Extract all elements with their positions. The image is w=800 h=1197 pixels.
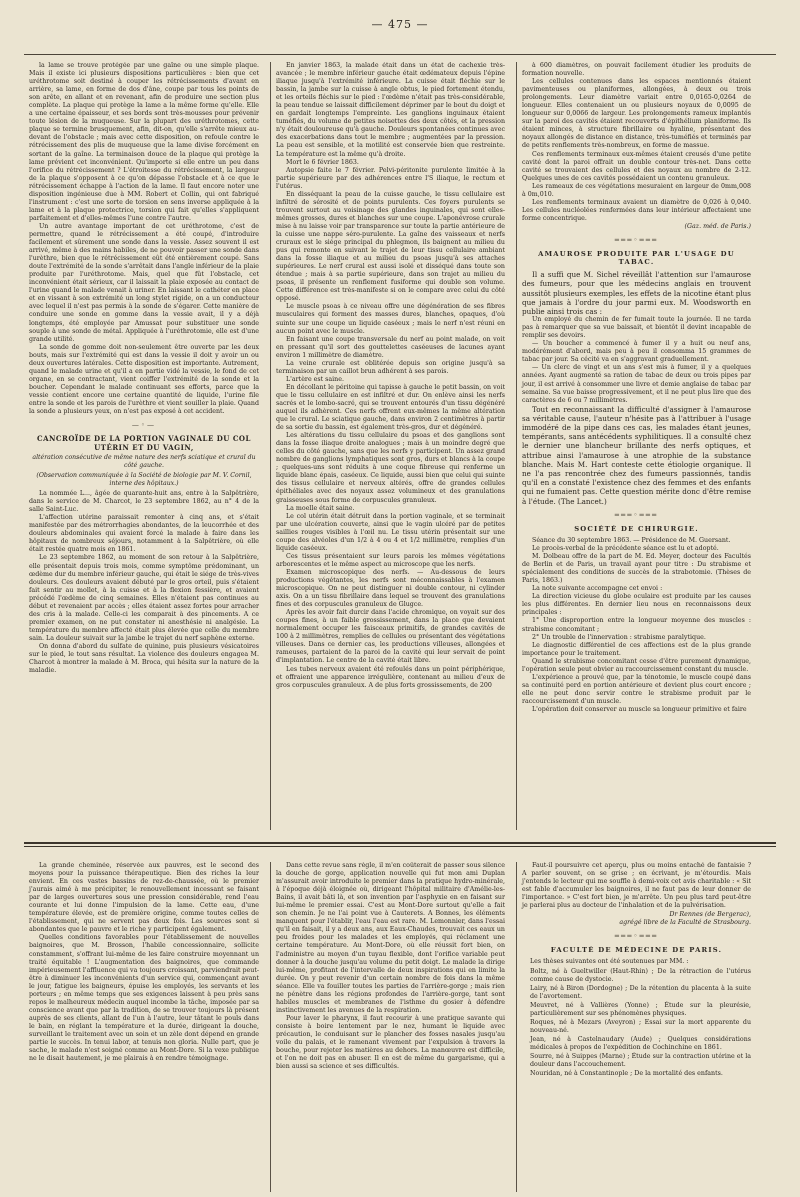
- paragraph: La note suivante accompagne cet envoi :: [532, 585, 663, 593]
- paragraph: En décollant le péritoine qui tapisse à gauche le petit bassin, on voit que le tissu cellulaire en est infiltré et dur. On enlève ainsi les nerfs sacrés et le lombo-sacré, qui se trouvent entourés d'un tissu dégénéré auquel ils adhèrent. Ces nerfs offrent eux-mêmes la même altération que le crural. Le sciatique gauche, dans environ 2 centimètres à partir de sa sortie du bassin, est également très-gros, dur et dégénéré.: [276, 383, 505, 432]
- paragraph: Le diagnostic différentiel de ces affections est de la plus grande importance pour le traitement.: [522, 641, 751, 657]
- bottom-columns: [24, 862, 776, 1192]
- separator-ornament: ═══◦═══: [614, 235, 659, 244]
- thesis-entry: Sourre, né à Suippes (Marne) ; Étude sur la contraction utérine et la douleur dans l'accouchement.: [530, 1052, 751, 1069]
- column-6: [516, 862, 756, 1192]
- separator-ornament: ═══◦═══: [614, 932, 659, 941]
- thesis-entry: Meuvret, né à Vallières (Yonne) ; Étude sur la pleurésie, particulièrement sur ses phénomènes physiques.: [530, 1001, 751, 1017]
- paragraph: Pour laver le pharynx, il faut recourir à une pratique savante qui consiste à boire lentement par le nez, humant le liquide avec précaution, le conduisant sur le plancher des fosses nasales jusqu'au voile du palais, et le ramenant vivement par l'expulsion à travers la bouche, pour rejeter les matières au dehors. La manœuvre est difficile, et l'on ne doit pas en abuser. Il en est de même du gargarisme, qui a bien aussi sa science et ses difficultés.: [276, 1014, 505, 1071]
- paragraph: Les renflements terminaux avaient un diamètre de 0,026 à 0,040. Les cellules nucléolées renfermées dans leur intérieur affectaient une forme concentrique.: [522, 198, 751, 222]
- column-5: [270, 862, 510, 1192]
- paragraph: La nommée L..., âgée de quarante-huit ans, entre à la Salpêtrière, dans le service de M. Charcot, le 23 septembre 1862, au n° 4 de la salle Saint-Luc.: [29, 490, 259, 514]
- article-subtitle: altération consécutive de même nature des nerfs sciatique et crural du côté gauche.: [32, 454, 256, 470]
- paragraph: 2° Un trouble de l'innervation : strabisme paralytique.: [532, 633, 706, 641]
- paragraph: — Un boucher a commencé à fumer il y a huit ou neuf ans, modérément d'abord, mais peu à peu il consomma 15 grammes de tabac par jour. Sa cécité va en s'aggravant graduellement.: [522, 340, 751, 364]
- paragraph: On donna d'abord du sulfate de quinine, puis plusieurs vésicatoires sur le pied, le tout sans résultat. La violence des douleurs engagea M. Charcot à montrer la malade à M. Broca, qui hésita sur la nature de la maladie.: [29, 643, 259, 675]
- paragraph: Séance du 30 septembre 1863. — Présidence de M. Guersant.: [532, 536, 731, 544]
- paragraph: Le procès-verbal de la précédente séance est lu et adopté.: [532, 545, 719, 553]
- paragraph: La sonde de gomme doit non-seulement être ouverte par les deux bouts, mais sur l'extrémité qui est dans la vessie il doit y avoir un ou deux ouvertures latérales. Cette disposition est importante. Autrement, quand le malade urine et qu'il a en partie vidé la vessie, le fond de cet organe, en se contractant, vient coiffer l'extrémité de la sonde et la boucher. Cependant le malade continuant ses efforts, parce que la vessie contient encore une certaine quantité de liquide, l'urine file entre la sonde et les parois de l'urèthre et vient souiller la plaie. Quand la sonde a plusieurs yeux, on n'est pas exposé à cet accident.: [29, 343, 259, 416]
- paragraph: Les tubes nerveux avaient été refoulés dans un point périphérique, et offraient une apparence irrégulière, contenant au milieu d'eux de gros corpuscules granuleux. A de plus forts grossissements, de 200: [276, 665, 505, 689]
- paragraph: Le col utérin était détruit dans la portion vaginale, et se terminait par une ulcération couverte, ainsi que le vagin ulcéré par de petites saillies rouges visibles à l'œil nu. Le tissu utérin présentait sur une coupe des alvéoles d'un 1/2 à 4 ou 4 et 1/2 millimètre, remplies d'un liquide caséeux.: [276, 512, 505, 552]
- author-signature: Dr Rennes (de Bergerac),: [669, 911, 751, 919]
- paragraph: La moelle était saine.: [286, 504, 355, 512]
- paragraph: La grande cheminée, réservée aux pauvres, est le second des moyens pour la puissance thérapeutique. Bien des riches la leur envient. En ces vastes bassins de rez-de-chaussée, où le premier j'aurais aimé à me précipiter, le renouvellement incessant se faisant par de larges ouvertures sous une pression considérable, rend l'eau courante et lui donne l'impulsion de la lame. Cette eau, d'une température élevée, est de première origine, comme toutes celles de l'établissement, qui ne servent pas deux fois. Les sources sont si abondantes que le pauvre et le riche y participent également.: [29, 862, 259, 934]
- paragraph: L'expérience a prouvé que, par la ténotomie, le muscle coupé dans sa continuité perd en portion antérieure et devient plus court encore ; elle ne peut donc servir contre le strabisme produit par le raccourcissement d'un muscle.: [522, 673, 751, 705]
- thesis-entry: Lairy, né à Biron (Dordogne) ; De la rétention du placenta à la suite de l'avortement.: [530, 984, 751, 1000]
- paragraph: L'affection utérine paraissait remonter à cinq ans, et s'était manifestée par des métrorrhagies abondantes, de la leucorrhée et des douleurs abdominales qui avaient forcé la malade à faire dans les hôpitaux de nombreux séjours, notamment à la Salpêtrière, où elle était restée quatre mois en 1861.: [29, 514, 259, 554]
- paragraph: Les rameaux de ces végétations mesuraient en largeur de 0mm,008 à 0m,010.: [522, 182, 751, 198]
- paragraph: Le 23 septembre 1862, au moment de son retour à la Salpêtrière, elle présentait depuis trois mois, comme symptôme prédominant, un œdème dur du membre inférieur gauche, qui était le siége de très-vives douleurs. Ces douleurs avaient débuté par le gros orteil, puis s'étaient fait sentir au mollet, à la cuisse et à la flexion fessière, et avaient précédé l'œdème de cinq semaines. Elles n'étaient pas continues au début et revenaient par accès ; elles étaient assez fortes pour arracher des cris à la malade. Celle-ci les comparait à des pincements. A ce premier examen, on ne put constater ni anesthésie ni analgésie. La température du membre affecté était plus élevée que celle du membre sain. La douleur suivait sur la jambe le trajet du nerf saphène externe.: [29, 554, 260, 642]
- paragraph: L'artère est saine.: [286, 375, 344, 383]
- paragraph: L'opération doit conserver au muscle sa longueur primitive et faire: [532, 705, 747, 713]
- paragraph: Mort le 6 février 1863.: [286, 158, 359, 166]
- separator-ornament: —◦—: [131, 421, 157, 430]
- top-rule: [24, 54, 776, 55]
- paragraph: Dans cette revue sans règle, il m'en coûterait de passer sous silence la douche de gorge, application nouvelle qui fut mon ami Duplan m'assurait avoir introduite le premier dans la pratique hydro-minérale, à l'époque déjà éloignée où, dirigeant l'hôpital militaire d'Amélie-les-Bains, il avait bâti là, et son invention par l'asphyxie en en faisant sur lui-même le premier essai. C'est au Mont-Dore surtout qu'elle a fait son chemin. Je ne l'ai point vue à Cauterets. A Bonnes, les éléments manquent pour l'établir, l'eau l'eau est rare. M. Lemonnier, dans l'essai qu'il en faisait, il y a deux ans, aux Eaux-Chaudes, trouvait ces eaux un peu froides pour les malades et les employés, qui réclament une certaine température. Au Mont-Dore, où elle réussit fort bien, on l'administre au moyen d'un tuyau flexible, dont l'orifice variable peut donner à la douche jusqu'au volume du petit doigt. Le malade la dirige lui-même, profitant de l'intervalle de deux inspirations qui en limite la durée. On y peut revenir d'un certain nombre de fois dans la même séance. Elle va fouiller toutes les parties de l'arrière-gorge ; mais rien ne pénètre dans les régions profondes de l'arrière-gorge, tant sont habiles muscles et membranes de l'isthme du gosier à défendre instinctivement les avenues de la respiration.: [276, 862, 505, 1014]
- page-number: — 475 —: [371, 18, 429, 31]
- paragraph: Un employé du chemin de fer fumait toute la journée. Il ne tarda pas à remarquer que sa vue baissait, et bientôt il devint incapable de remplir ses devoirs.: [522, 316, 751, 340]
- section-title-societe-chirurgie: SOCIÉTÉ DE CHIRURGIE.: [574, 524, 699, 533]
- feuilleton-rule: [24, 842, 776, 844]
- paragraph: En faisant une coupe transversale du nerf au point malade, on voit en pressant qu'il sort des gouttelettes caséeuses de lacunes ayant environ 1 millimètre de diamètre.: [276, 335, 505, 359]
- feuilleton-rule-thin: [24, 846, 776, 847]
- separator-ornament: ═══◦═══: [614, 510, 659, 519]
- paragraph: Il a suffi que M. Sichel réveillât l'attention sur l'amaurose des fumeurs, pour que les médecins anglais en trouvent aussitôt plusieurs exemples, les effets de la nicotine étant plus que jamais à l'ordre du jour parmi eux. M. Woodsworth en publie ainsi trois cas :: [522, 270, 751, 316]
- thesis-entry: Jean, né à Castelnaudary (Aude) ; Quelques considérations médicales à propos de l'expédition de Cochinchine en 1861.: [530, 1035, 751, 1051]
- paragraph: Ces tissus présentaient sur leurs parois les mêmes végétations arborescentes et le même aspect au microscope que les nerfs.: [276, 552, 505, 568]
- column-2: [270, 62, 510, 830]
- paragraph: Autopsie faite le 7 février. Pelvi-péritonite purulente limitée à la partie supérieure par des adhérences entre l'S iliaque, le rectum et l'utérus.: [276, 166, 505, 190]
- paragraph: Examen microscopique des nerfs. — Au-dessous de leurs productions végétantes, les nerfs sont méconnaissables à l'examen microscopique. On ne peut distinguer ni double contour, ni cylinder axis. On a un tissu fibrillaire dans lequel se trouvent des granulations fines et des corpuscules granuleux de Glugce.: [276, 568, 505, 609]
- source-citation: (Gaz. méd. de Paris.): [684, 222, 751, 230]
- paragraph: La veine crurale est oblitérée depuis son origine jusqu'à sa terminaison par un caillot brun adhérent à ses parois.: [276, 359, 505, 375]
- paragraph: Un autre avantage important de cet uréthrotome, c'est de permettre, quand le rétrécissement a été coupé, d'introduire facilement et sûrement une sonde dans la vessie. Assez souvent il est arrivé, même à des mains habiles, de ne pouvoir passer une sonde dans l'urèthre, bien que le rétrécissement eût été entièrement coupé. Sans doute l'extrémité de la sonde s'arrêtait dans l'angle inférieur de la plaie produite par l'uréthrotome. Mais, quel que fût l'obstacle, cet inconvénient était sérieux, car il laissait la plaie exposée au contact de l'urine quand le malade venait à uriner. En laissant le cathéter en place et en vissant à son extrémité un long stylet rigide, on a un conducteur avec lequel il n'est pas permis à la sonde de s'égarer. Cette manière de conduire une sonde en gomme dans la vessie avait, il y a déjà longtemps, été employée par Amussat pour substituer une sonde souple à une sonde de métal. Appliquée à l'uréthrotomie, elle est d'une grande utilité.: [29, 222, 259, 343]
- paragraph: Ces renflements terminaux eux-mêmes étaient creusés d'une petite cavité dont la paroi offrait un double contour très-net. Dans cette cavité se trouvaient des cellules et des noyaux au nombre de 2-12. Quelques unes de ces cavités possédaient un contenu granuleux.: [522, 150, 751, 182]
- paragraph: à 600 diamètres, on pouvait facilement étudier les produits de formation nouvelle.: [522, 62, 751, 78]
- paragraph: Tout en reconnaissant la difficulté d'assigner à l'amaurose sa véritable cause, l'auteur n'hésite pas à l'attribuer à l'usage immodéré de la pipe dans ces cas, les malades étant jeunes, tempérants, sans antécédents syphilitiques. Il a consulté chez le dernier une blancheur brillante des nerfs optiques, et attribue ainsi l'amaurose à une atrophie de la substance blanche. Mais M. Hart conteste cette étiologie organique. Il ne l'a pas rencontrée chez des fumeurs passionnés, tandis qu'il en a constaté l'existence chez des femmes et des enfants qui ne fumaient pas. Cette question mérite donc d'être remise à l'étude. (The Lancet.): [522, 404, 751, 506]
- top-columns: [24, 62, 776, 830]
- article-title-amaurose: AMAUROSE PRODUITE PAR L'USAGE DU TABAC.: [538, 250, 735, 267]
- paragraph: Quand le strabisme concomitant cesse d'être purement dynamique, l'opération seule peut obvier au raccourcissement constant du muscle.: [522, 657, 751, 673]
- paragraph: Les thèses suivantes ont été soutenues par MM. :: [530, 958, 689, 966]
- article-source: (Observation communiquée à la Société de biologie par M. V. Cornil, interne des hôpitaux.): [36, 472, 252, 488]
- paragraph: 1° Une disproportion entre la longueur moyenne des muscles : strabisme concomitant ;: [522, 617, 751, 633]
- paragraph: En disséquant la peau de la cuisse gauche, le tissu cellulaire est infiltré de sérosité et de points purulents. Ces foyers purulents se trouvent surtout au voisinage des glandes inguinales, qui sont elles-mêmes grosses, dures et blanches sur une coupe. L'aponévrose crurale mise à nu laisse voir par transparence sur toute la partie antérieure de la cuisse une nappe séro-purulente. La gaîne des vaisseaux et nerfs cruraux est le siége principal du phlegmon, ils baignent au milieu du pus qui remonte en suivant le trajet de leur tissu cellulaire ambiant dans la fosse iliaque et au milieu du psoas jusqu'à ses attaches supérieures. Le nerf crural est aussi isolé et disséqué dans toute son étendue ; mais à sa partie supérieure, dans son trajet au milieu du psoas, il présente un renflement fusiforme qui double son volume. Cette différence est très-manifeste si on le compare avec celui du côté opposé.: [276, 190, 505, 303]
- paragraph: la lame se trouve protégée par une gaîne ou une simple plaque. Mais il existe ici plusieurs dispositions particulières : bien que cet uréthrotome soit destiné à couper les rétrécissements d'avant en arrière, sa lame, en forme de dos d'âne, coupe par tous les points de son arête, en allant et en revenant, afin de produire une section plus complète. La plaque qui protège la lame a la même forme qu'elle. Elle a une certaine épaisseur, et ses bords sont très-mousses pour prévenir toute lésion de la muqueuse. Sur la plupart des uréthrotomes, cette plaque se termine brusquement, afin, dit-on, qu'elle s'arrête mieux au-devant de l'obstacle ; mais avec cette disposition, on refoule contre le rétrécissement des plis de muqueuse que la lame divise forcément en sortant de la gaîne. La terminaison douce de la plaque qui protège la lame prévient cet inconvénient. Qu'importe si elle entre un peu dans l'orifice du rétrécissement ? L'étroitesse du rétrécissement, la largeur de la plaque s'opposent à ce qu'on dépasse l'obstacle et à ce que le rétrécissement échappe à l'action de la lame. Il faut encore noter une disposition ingénieuse due à MM. Robert et Collin, qui ont fabriqué l'instrument : c'est une sorte de torsion en sens inverse appliquée à la lame et à la plaque protectrice, torsion qui fait qu'elles s'appliquent parfaitement et d'elles-mêmes l'une contre l'autre.: [29, 62, 259, 222]
- paragraph: La direction vicieuse du globe oculaire est produite par les causes les plus différentes. En dernier lieu nous en reconnaissons deux principales :: [522, 593, 751, 617]
- section-title-faculte: FACULTÉ DE MÉDECINE DE PARIS.: [550, 946, 723, 955]
- column-1: [24, 62, 264, 830]
- paragraph: Les cellules contenues dans les espaces mentionnés étaient pavimenteuses ou planiformes, allongées, à deux ou trois prolongements. Leur diamètre variait entre 0,0165-0,0264 de longueur. Elles contenaient un ou plusieurs noyaux de 0,0095 de longueur sur 0,0066 de largeur. Les prolongements rameux implantés sur la paroi des cavités étaient recouverts d'épithélium planiforme. Ils étaient minces, à structure fibrillaire ou hyaline, présentant des noyaux allongés de distance en distance, très-tuméfiés et terminés par de petits renflements très-nombreux, en forme de massue.: [522, 78, 751, 150]
- paragraph: Faut-il poursuivre cet aperçu, plus ou moins entaché de fantaisie ? A parler souvent, on se grise ; en écrivant, je m'étourdis. Mais j'entends le lecteur qui me souffle à demi-voix cet avis charitable : « Sit est fable d'accumuler les baignoires, il ne faut pas de leur donner de l'importance. » C'est fort bien, je m'arrête. Un peu plus tard peut-être je parlerai plus au docteur de l'inhalation et de la pulvérisation.: [522, 862, 751, 910]
- column-3: [516, 62, 756, 830]
- thesis-entry: Boltz, né à Gueltwiller (Haut-Rhin) ; De la rétraction de l'utérus comme cause de dystocie.: [530, 967, 751, 983]
- column-4: [24, 862, 264, 1192]
- paragraph: En janvier 1863, la malade était dans un état de cachexie très-avancée ; le membre inférieur gauche était œdémateux depuis l'épine iliaque jusqu'à l'extrémité inférieure. La cuisse était fléchie sur le bassin, la jambe sur la cuisse à angle obtus, le pied fortement étendu, et les orteils fléchis sur le pied : l'œdème n'était pas très-considérable, la peau tendue se laissait difficilement déprimer par le bout du doigt et en gardait longtemps l'empreinte. Les ganglions inguinaux étaient tuméfiés, du volume de petites noisettes des deux côtés, et la pression n'y était douloureuse qu'à gauche. Douleurs spontanées continues avec des exacerbations dans tout le membre ; augmentées par la pression. La peau est sensible, et la motilité est conservée bien que restreinte. La température est la même qu'à droite.: [276, 62, 505, 158]
- author-affiliation: agrégé libre de la Faculté de Strasbourg.: [619, 919, 751, 927]
- article-title-cancroide: CANCROÏDE DE LA PORTION VAGINALE DU COL UTÉRIN ET DU VAGIN,: [37, 434, 251, 453]
- thesis-entry: Nouridan, né à Constantinople ; De la mortalité des enfants.: [530, 1070, 723, 1078]
- paragraph: M. Dolbeau offre de la part de M. Ed. Meyer, docteur des Facultés de Berlin et de Paris, un travail ayant pour titre : Du strabisme et spécialement des conditions de succès de la strabotomie. (Thèses de Paris, 1863.): [522, 553, 751, 585]
- paragraph: Quelles conditions favorables pour l'établissement de nouvelles baignoires, que M. Brosson, l'habile concessionnaire, sollicite constamment, s'offrant lui-même de les faire construire moyennant un traité équitable ! L'augmentation des baignoires, que commande impérieusement l'affluence qui va toujours croissant, parviendrait peut-être à diminuer les inconvénients d'un service qui, commençant avant le jour, fatigue les baigneurs, épuise les employés, les servants et les porteurs ; en même temps que ses exigences laissent à peu près sans repos le malheureux médecin auquel incombe la tâche, imposée par sa conscience avant que par la tradition, de se trouver toujours là présent auprès de ses clients, allant de l'un à l'autre, leur tâtant le pouls dans le bain, en réglant la température et la durée, dirigeant la douche, surveillant le traitement avec un soin et un zèle dont dépend en grande partie le succès. In tenui labor, at tenuis non gloria. Nulle part, que je sache, le malade n'est soigné comme au Mont-Dore. Si la vexe publique ne le disait hautement, je me plairais à en rendre témoignage.: [29, 934, 259, 1063]
- thesis-entry: Roques, né à Mezars (Aveyron) ; Essai sur la mort apparente du nouveau-né.: [530, 1018, 751, 1034]
- paragraph: Après les avoir fait durcir dans l'acide chromique, on voyait sur des coupes fines, à un faible grossissement, dans la place que devaient normalement occuper les faisceaux primitifs, de grandes cavités de 100 à 2 millimètres, remplies de cellules ou présentant des végétations villeuses. Dans ce dernier cas, les productions villeuses, allongées et rameuses, partaient de la paroi de la cavité qui leur servait de point d'implantation. Le centre de la cavité était libre.: [276, 609, 505, 665]
- paragraph: — Un clerc de vingt et un ans s'est mis à fumer, il y a quelques années. Ayant augmenté sa ration de tabac de deux ou trois pipes par jour, il est arrivé à consommer une livre et demie anglaise de tabac par semaine. Sa vue baisse progressivement, et il ne peut plus lire que des caractères de 6 ou 7 millimètres.: [522, 364, 751, 404]
- paragraph: Le muscle psoas à ce niveau offre une dégénération de ses fibres musculaires qui forment des masses dures, blanches, opaques, d'où suinte sur une coupe un liquide caséeux ; mais le nerf n'est réuni en aucun point avec le muscle.: [276, 303, 505, 335]
- paragraph: Les altérations du tissu cellulaire du psoas et des ganglions sont dans la fosse iliaque droite analogues ; mais à un moindre degré que celles du côté gauche, sans que les nerfs y participent. Un assez grand nombre de ganglions lymphatiques sont gros, durs et blancs à la coupe ; quelques-uns sont réduits à une coque fibreuse qui renferme un liquide blanc épais, caséeux. Ce liquide, aussi bien que celui qui suinte des tissus cellulaire et nerveux altérés, offre de grandes cellules épithéliales avec des noyaux assez volumineux et des granulations graisseuses sous forme de corpuscules granuleux.: [276, 432, 505, 504]
